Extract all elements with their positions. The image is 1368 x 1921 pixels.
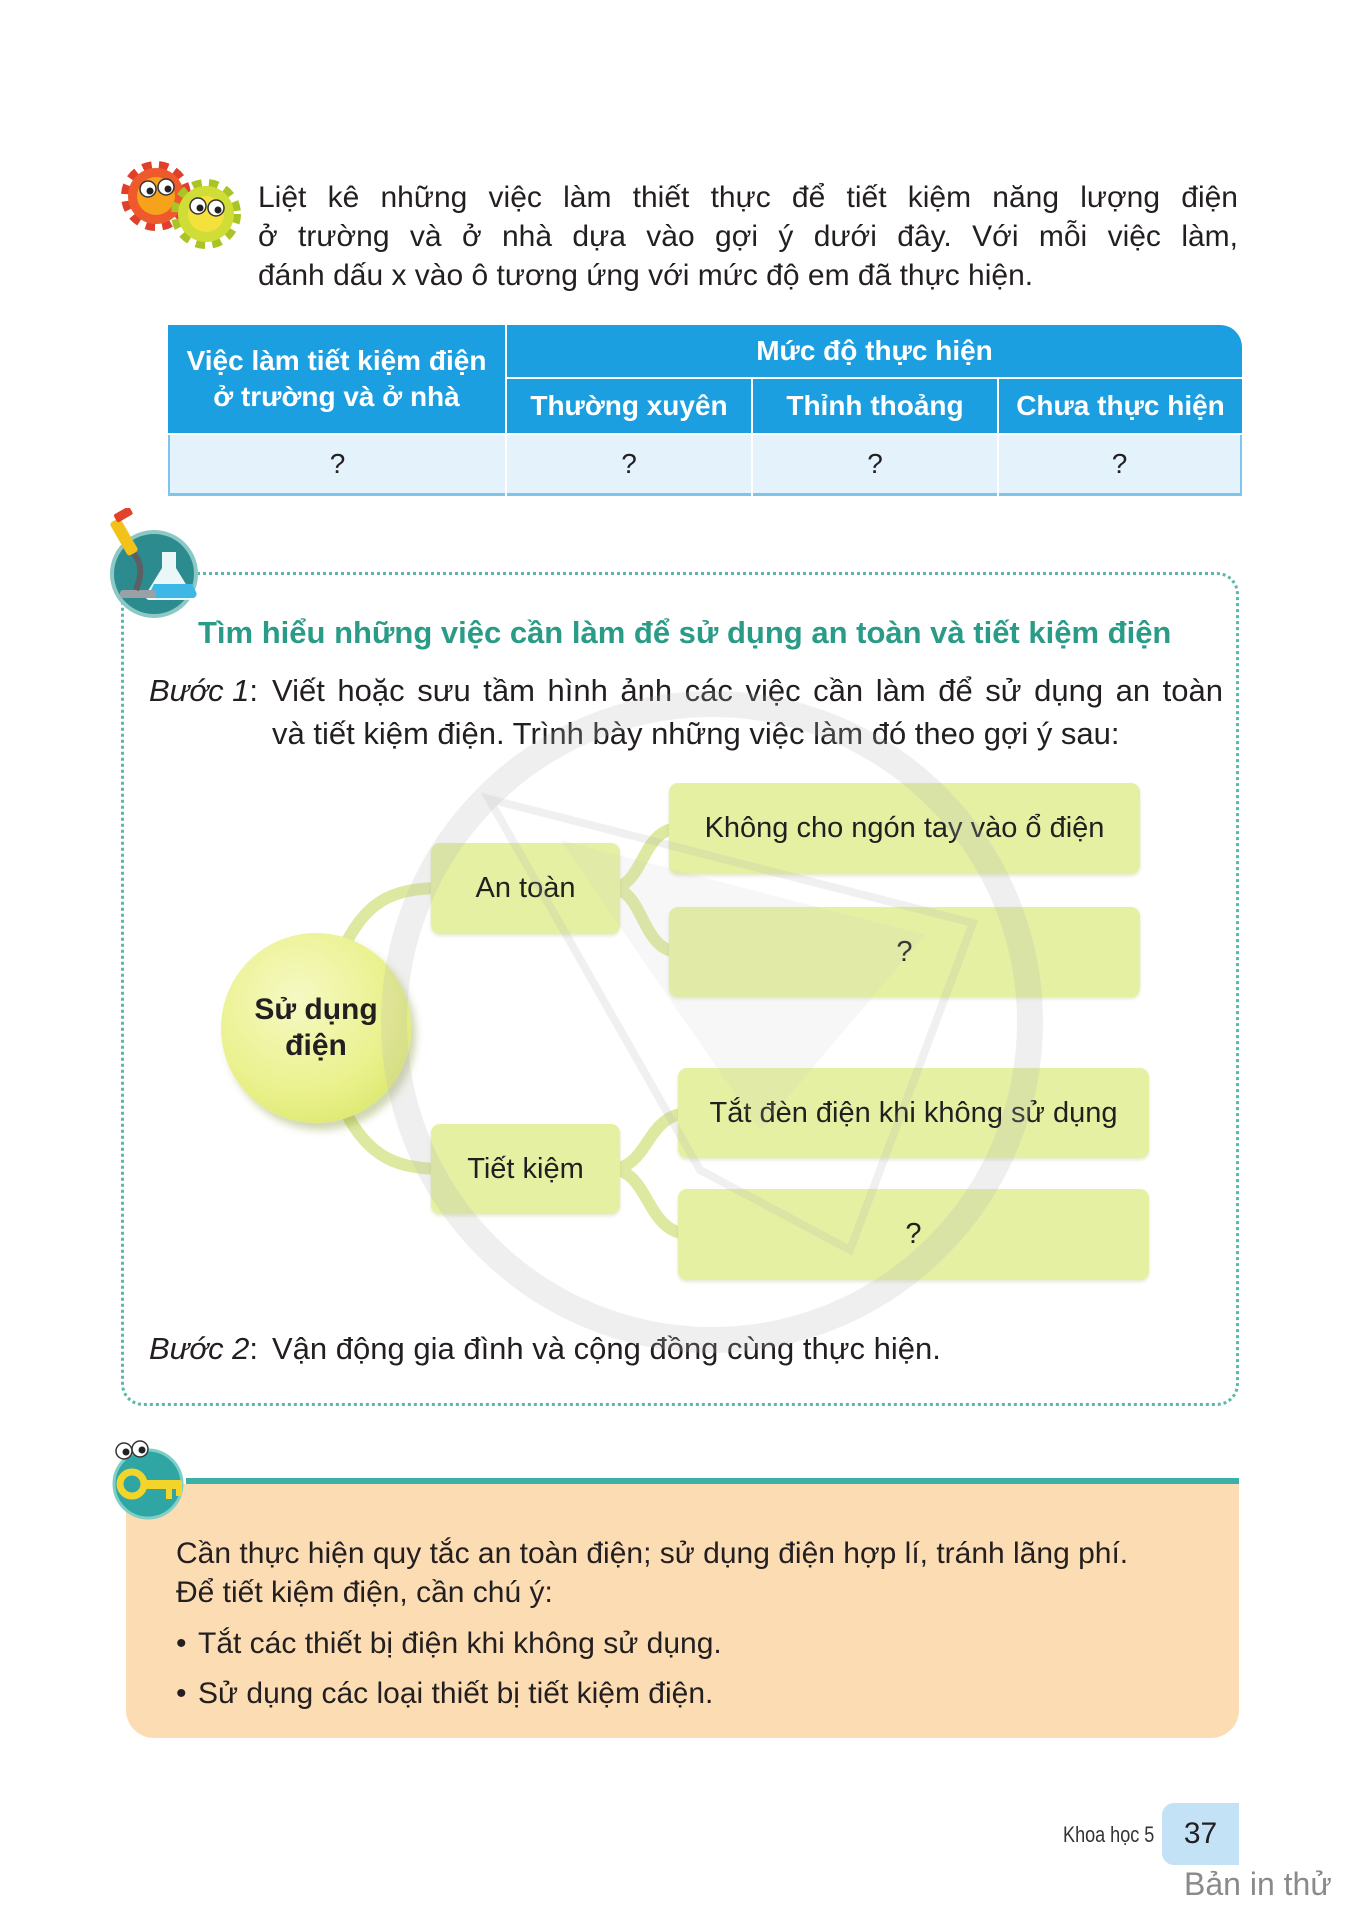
step-1-label — [149, 669, 258, 712]
step-2-text: Vận động gia đình và cộng đồng cùng thực hiện. — [272, 1331, 941, 1366]
microscope-icon — [104, 508, 204, 620]
step-2 — [149, 1327, 1223, 1370]
table-header-sometimes: Thỉnh thoảng — [753, 379, 997, 433]
summary-text — [176, 1534, 1128, 1719]
step-1 — [149, 669, 1223, 755]
table-header-activity-line: ở trường và ở nhà — [213, 381, 460, 412]
summary-bullet-text: Tắt các thiết bị điện khi không sử dụng. — [198, 1627, 722, 1660]
summary-bullet-item — [176, 1669, 1128, 1719]
intro-line: ở trường và ở nhà dựa vào gợi ý dưới đây. Với mỗi việc làm, — [258, 220, 1238, 253]
mindmap-center-node: Sử dụng điện — [221, 933, 411, 1123]
step-1-label-text: Bước 1 — [149, 673, 250, 708]
bullet-icon: • — [176, 1677, 187, 1710]
mindmap-item: ? — [678, 1189, 1149, 1280]
table-header-level: Mức độ thực hiện — [507, 325, 1242, 377]
mindmap-branch-saving: Tiết kiệm — [431, 1124, 620, 1214]
summary-line: Cần thực hiện quy tắc an toàn điện; sử dụng điện hợp lí, tránh lãng phí. — [176, 1537, 1129, 1570]
book-title: Khoa học 5 — [1062, 1822, 1154, 1847]
step-1-line: và tiết kiệm điện. Trình bày những việc làm đó theo gợi ý sau: — [272, 716, 1120, 751]
practice-table — [168, 325, 1242, 496]
table-header-never: Chưa thực hiện — [999, 379, 1242, 433]
step-separator: : — [249, 673, 259, 708]
bullet-icon: • — [176, 1627, 187, 1660]
summary-accent-line — [186, 1478, 1239, 1484]
summary-line: Để tiết kiệm điện, cần chú ý: — [176, 1576, 553, 1609]
key-icon — [106, 1438, 192, 1520]
table-cell-answer: ? — [999, 435, 1242, 496]
page-number: 37 — [1162, 1803, 1239, 1865]
table-cell-answer: ? — [507, 435, 751, 496]
intro-line: đánh dấu x vào ô tương ứng với mức độ em đã thực hiện. — [258, 259, 1034, 292]
mindmap-item: Tắt đèn điện khi không sử dụng — [678, 1068, 1149, 1158]
summary-bullet-text: Sử dụng các loại thiết bị tiết kiệm điện. — [198, 1677, 714, 1710]
step-1-text — [272, 669, 1223, 755]
intro-instructions — [258, 178, 1238, 295]
table-header-activity-line: Việc làm tiết kiệm điện — [186, 345, 487, 376]
mindmap-branch-safety: An toàn — [431, 843, 620, 934]
mindmap-item: ? — [669, 907, 1140, 997]
table-header-activity — [168, 325, 505, 433]
table-cell-answer: ? — [168, 435, 505, 496]
table-header-often: Thường xuyên — [507, 379, 751, 433]
draft-stamp: Bản in thử — [1184, 1866, 1332, 1902]
step-2-label-text: Bước 2 — [149, 1331, 250, 1366]
activity-title: Tìm hiểu những việc cần làm để sử dụng an toàn và tiết kiệm điện — [198, 615, 1172, 650]
step-1-line: Viết hoặc sưu tầm hình ảnh các việc cần làm để sử dụng an toàn — [272, 673, 1223, 708]
summary-bullets — [176, 1619, 1128, 1719]
step-separator: : — [249, 1331, 259, 1366]
summary-bullet-item — [176, 1619, 1128, 1669]
table-cell-answer: ? — [753, 435, 997, 496]
gears-icon — [120, 156, 244, 252]
intro-line: Liệt kê những việc làm thiết thực để tiết kiệm năng lượng điện — [258, 181, 1238, 214]
step-2-label — [149, 1327, 258, 1370]
mindmap-item: Không cho ngón tay vào ổ điện — [669, 783, 1140, 874]
